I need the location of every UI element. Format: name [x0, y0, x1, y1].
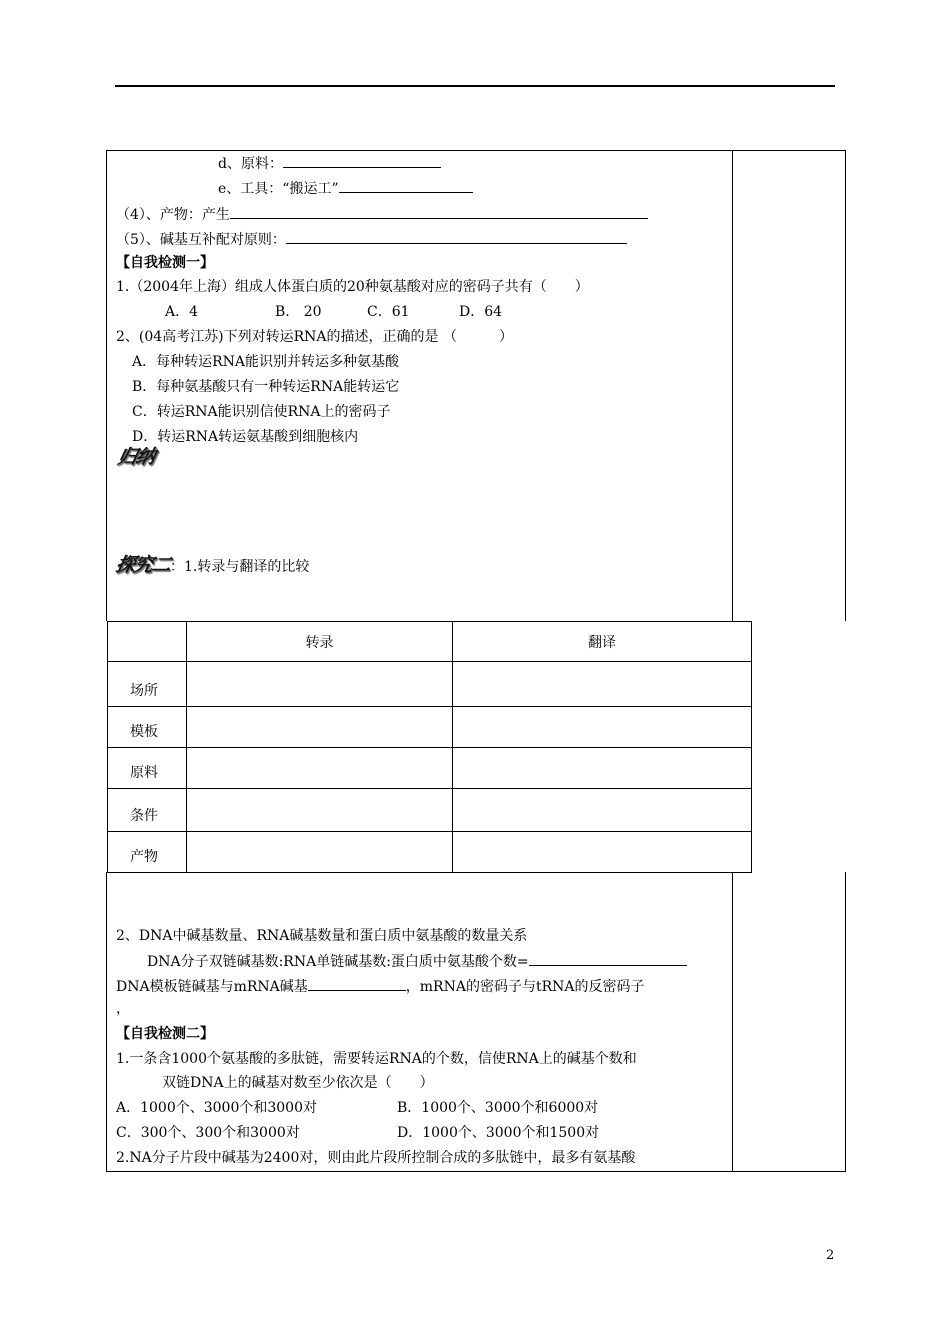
- header-translation: 翻译: [453, 622, 752, 662]
- heading-guina: 归纳: [115, 446, 157, 468]
- ratio-line: [147, 951, 687, 971]
- dangling-comma: ，: [116, 1001, 130, 1017]
- line-p4: [116, 204, 648, 224]
- table-row: [108, 832, 752, 873]
- line-d-text: d、原料：: [218, 156, 283, 172]
- cell-site-translation[interactable]: [453, 662, 752, 707]
- frame-left-upper: [106, 150, 107, 621]
- row-label-template: 模板: [108, 707, 187, 748]
- paragraph-2: 2、DNA中碱基数量、RNA碱基数量和蛋白质中氨基酸的数量关系: [116, 928, 528, 944]
- line-e-text: e、工具：“搬运工”: [218, 181, 339, 197]
- q1-option-b: B. 20: [275, 304, 322, 320]
- blank-p4[interactable]: [230, 204, 648, 219]
- compare-table: [107, 621, 752, 873]
- cell-product-transcription[interactable]: [187, 832, 453, 873]
- q2-option-b: B．每种氨基酸只有一种转运RNA能转运它: [132, 379, 400, 395]
- question-4: 2.NA分子片段中碱基为2400对，则由此片段所控制合成的多肽链中，最多有氨基酸: [116, 1150, 636, 1166]
- frame-top: [106, 150, 846, 151]
- header-blank-cell: [108, 622, 187, 662]
- row-label-site: 场所: [108, 662, 187, 707]
- line-p5: [116, 229, 627, 249]
- table-row: [108, 748, 752, 789]
- cell-material-transcription[interactable]: [187, 748, 453, 789]
- blank-p5[interactable]: [286, 229, 627, 244]
- q2-option-c: C．转运RNA能识别信使RNA上的密码子: [132, 404, 391, 420]
- question-2: 2、(04高考江苏)下列对转运RNA的描述，正确的是 （ ）: [116, 329, 513, 345]
- q3-option-a: A．1000个、3000个和3000对: [116, 1100, 317, 1116]
- table-row: [108, 789, 752, 832]
- frame-bottom: [106, 1171, 846, 1172]
- frame-right-lower: [845, 872, 846, 1172]
- q1-option-c: C．61: [367, 304, 410, 320]
- section-check2: 【自我检测二】: [116, 1026, 214, 1042]
- q1-option-d: D．64: [459, 304, 503, 320]
- q3-option-b: B．1000个、3000个和6000对: [397, 1100, 599, 1116]
- pairing-text-a: DNA模板链碱基与mRNA碱基: [116, 979, 308, 995]
- frame-right-upper: [845, 150, 846, 621]
- header-rule: [115, 85, 835, 87]
- line-d: [218, 153, 441, 173]
- row-label-condition: 条件: [108, 789, 187, 832]
- line-p4-text: （4）、产物：产生: [116, 207, 230, 223]
- cell-template-transcription[interactable]: [187, 707, 453, 748]
- line-e: [218, 178, 473, 198]
- cell-template-translation[interactable]: [453, 707, 752, 748]
- table-row: [108, 707, 752, 748]
- blank-d[interactable]: [283, 153, 441, 168]
- cell-material-translation[interactable]: [453, 748, 752, 789]
- q2-option-d: D．转运RNA转运氨基酸到细胞核内: [132, 429, 359, 445]
- q3-option-d: D．1000个、3000个和1500对: [397, 1125, 600, 1141]
- row-label-product: 产物: [108, 832, 187, 873]
- cell-condition-translation[interactable]: [453, 789, 752, 832]
- question-1: 1.（2004年上海）组成人体蛋白质的20种氨基酸对应的密码子共有（ ）: [116, 279, 589, 295]
- frame-mid-lower: [732, 872, 733, 1172]
- cell-product-translation[interactable]: [453, 832, 752, 873]
- section-check1: 【自我检测一】: [116, 255, 214, 271]
- q2-option-a: A．每种转运RNA能识别并转运多种氨基酸: [132, 354, 400, 370]
- pairing-text-b: ，mRNA的密码子与tRNA的反密码子: [405, 979, 645, 995]
- blank-e[interactable]: [339, 178, 473, 193]
- table-row: [108, 662, 752, 707]
- blank-pairing[interactable]: [308, 976, 406, 991]
- tanjiu2-text: ：1.转录与翻译的比较: [170, 559, 310, 575]
- cell-condition-transcription[interactable]: [187, 789, 453, 832]
- header-transcription: 转录: [187, 622, 453, 662]
- question-3b: 双链DNA上的碱基对数至少依次是（ ）: [162, 1075, 434, 1091]
- line-p5-text: （5）、碱基互补配对原则：: [116, 232, 286, 248]
- row-label-material: 原料: [108, 748, 187, 789]
- table-header-row: [108, 622, 752, 662]
- blank-ratio[interactable]: [529, 951, 687, 966]
- q1-option-a: A．4: [165, 304, 199, 320]
- q3-option-c: C．300个、300个和3000对: [116, 1125, 300, 1141]
- page-number: 2: [826, 1248, 835, 1263]
- ratio-text: DNA分子双链碱基数:RNA单链碱基数:蛋白质中氨基酸个数=: [147, 954, 529, 970]
- frame-mid-upper: [732, 150, 733, 621]
- question-3a: 1.一条含1000个氨基酸的多肽链，需要转运RNA的个数，信使RNA上的碱基个数和: [116, 1051, 637, 1067]
- pairing-line: [116, 976, 644, 996]
- cell-site-transcription[interactable]: [187, 662, 453, 707]
- tanjiu2-line: [113, 554, 310, 576]
- heading-tanjiu2: 探究二: [113, 554, 173, 576]
- frame-left-lower: [106, 872, 107, 1172]
